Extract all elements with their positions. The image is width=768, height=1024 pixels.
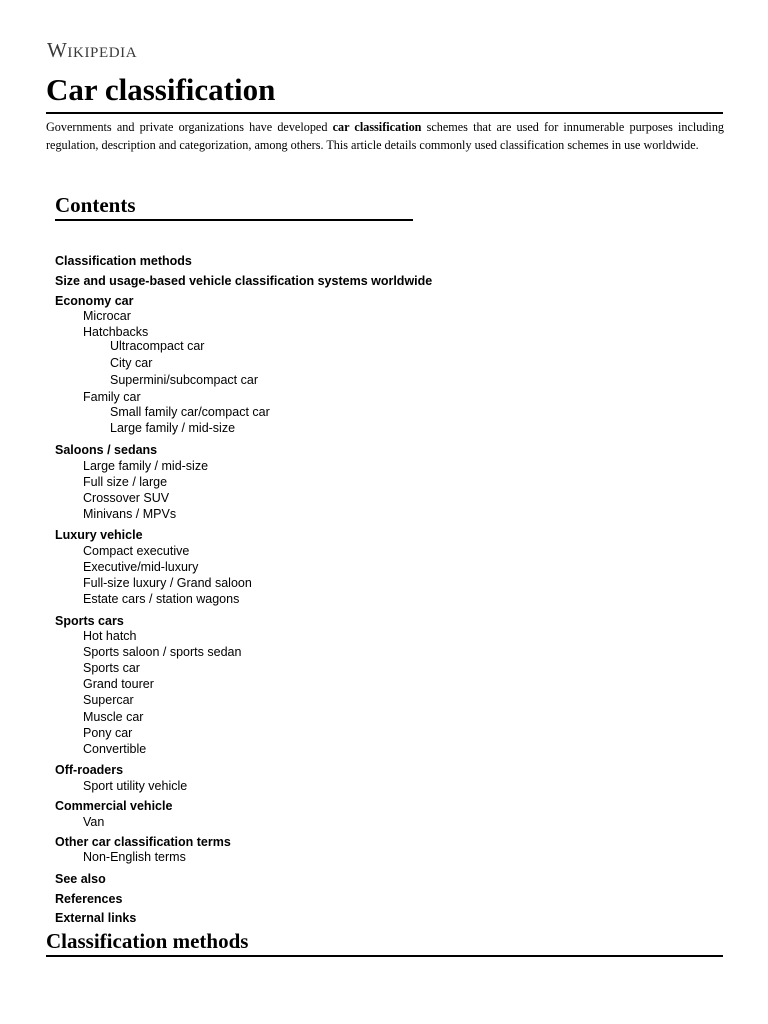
- toc-link-level-1[interactable]: Saloons / sedans: [55, 443, 158, 457]
- toc-heading: Contents: [55, 193, 136, 217]
- table-of-contents: [55, 192, 475, 925]
- intro-bold-term: car classification: [332, 120, 422, 134]
- toc-link-level-2[interactable]: Microcar: [83, 309, 131, 323]
- toc-link-level-1[interactable]: Commercial vehicle: [55, 799, 173, 813]
- toc-link-level-2[interactable]: Grand tourer: [83, 677, 154, 691]
- toc-link-level-2[interactable]: Sports car: [83, 661, 140, 675]
- toc-link-level-1[interactable]: References: [55, 892, 123, 906]
- toc-link-level-2[interactable]: Pony car: [83, 726, 133, 740]
- title-divider: [46, 112, 723, 114]
- toc-link-level-2[interactable]: Sport utility vehicle: [83, 779, 188, 793]
- toc-link-level-2[interactable]: Family car: [83, 390, 141, 404]
- toc-link-level-2[interactable]: Hatchbacks: [83, 325, 149, 339]
- toc-link-level-2[interactable]: Muscle car: [83, 710, 144, 724]
- toc-link-level-2[interactable]: Hot hatch: [83, 629, 137, 643]
- toc-link-level-2[interactable]: Non-English terms: [83, 850, 186, 864]
- toc-link-level-2[interactable]: Executive/mid-luxury: [83, 560, 199, 574]
- toc-link-level-1[interactable]: Classification methods: [55, 254, 192, 268]
- toc-link-level-1[interactable]: Off-roaders: [55, 763, 124, 777]
- section-divider: [46, 955, 723, 957]
- toc-link-level-2[interactable]: Convertible: [83, 742, 147, 756]
- toc-link-level-2[interactable]: Full-size luxury / Grand saloon: [83, 576, 252, 590]
- toc-link-level-1[interactable]: Sports cars: [55, 614, 124, 628]
- wikipedia-wordmark[interactable]: Wikipedia: [47, 38, 138, 62]
- toc-link-level-2[interactable]: Supercar: [83, 693, 134, 707]
- toc-link-level-3[interactable]: Small family car/compact car: [110, 405, 270, 419]
- toc-link-level-3[interactable]: Supermini/subcompact car: [110, 373, 258, 387]
- toc-link-level-2[interactable]: Full size / large: [83, 475, 168, 489]
- toc-link-level-1[interactable]: Luxury vehicle: [55, 528, 143, 542]
- page-title: Car classification: [46, 72, 276, 107]
- intro-text-before: Governments and private organizations have developed: [46, 120, 333, 134]
- toc-link-level-2[interactable]: Crossover SUV: [83, 491, 170, 505]
- toc-link-level-1[interactable]: Economy car: [55, 294, 134, 308]
- toc-link-level-1[interactable]: See also: [55, 872, 106, 886]
- intro-paragraph: [46, 118, 724, 154]
- toc-link-level-2[interactable]: Compact executive: [83, 544, 190, 558]
- toc-link-level-3[interactable]: City car: [110, 356, 153, 370]
- toc-link-level-2[interactable]: Minivans / MPVs: [83, 507, 177, 521]
- section-heading-classification-methods: Classification methods: [46, 929, 249, 953]
- toc-link-level-2[interactable]: Van: [83, 815, 105, 829]
- toc-link-level-2[interactable]: Estate cars / station wagons: [83, 592, 240, 606]
- toc-link-level-1[interactable]: External links: [55, 911, 137, 925]
- toc-link-level-1[interactable]: Size and usage-based vehicle classification systems worldwide: [55, 274, 433, 288]
- toc-link-level-3[interactable]: Ultracompact car: [110, 339, 205, 353]
- toc-link-level-2[interactable]: Sports saloon / sports sedan: [83, 645, 242, 659]
- toc-link-level-2[interactable]: Large family / mid-size: [83, 459, 209, 473]
- toc-link-level-3[interactable]: Large family / mid-size: [110, 421, 236, 435]
- intro-text-after: schemes that are used for innumerable purposes including regulation, description and categorization, among others. This article details commonly used classification schemes in use worldwide.: [46, 120, 725, 152]
- toc-divider: [55, 219, 413, 221]
- toc-link-level-1[interactable]: Other car classification terms: [55, 835, 231, 849]
